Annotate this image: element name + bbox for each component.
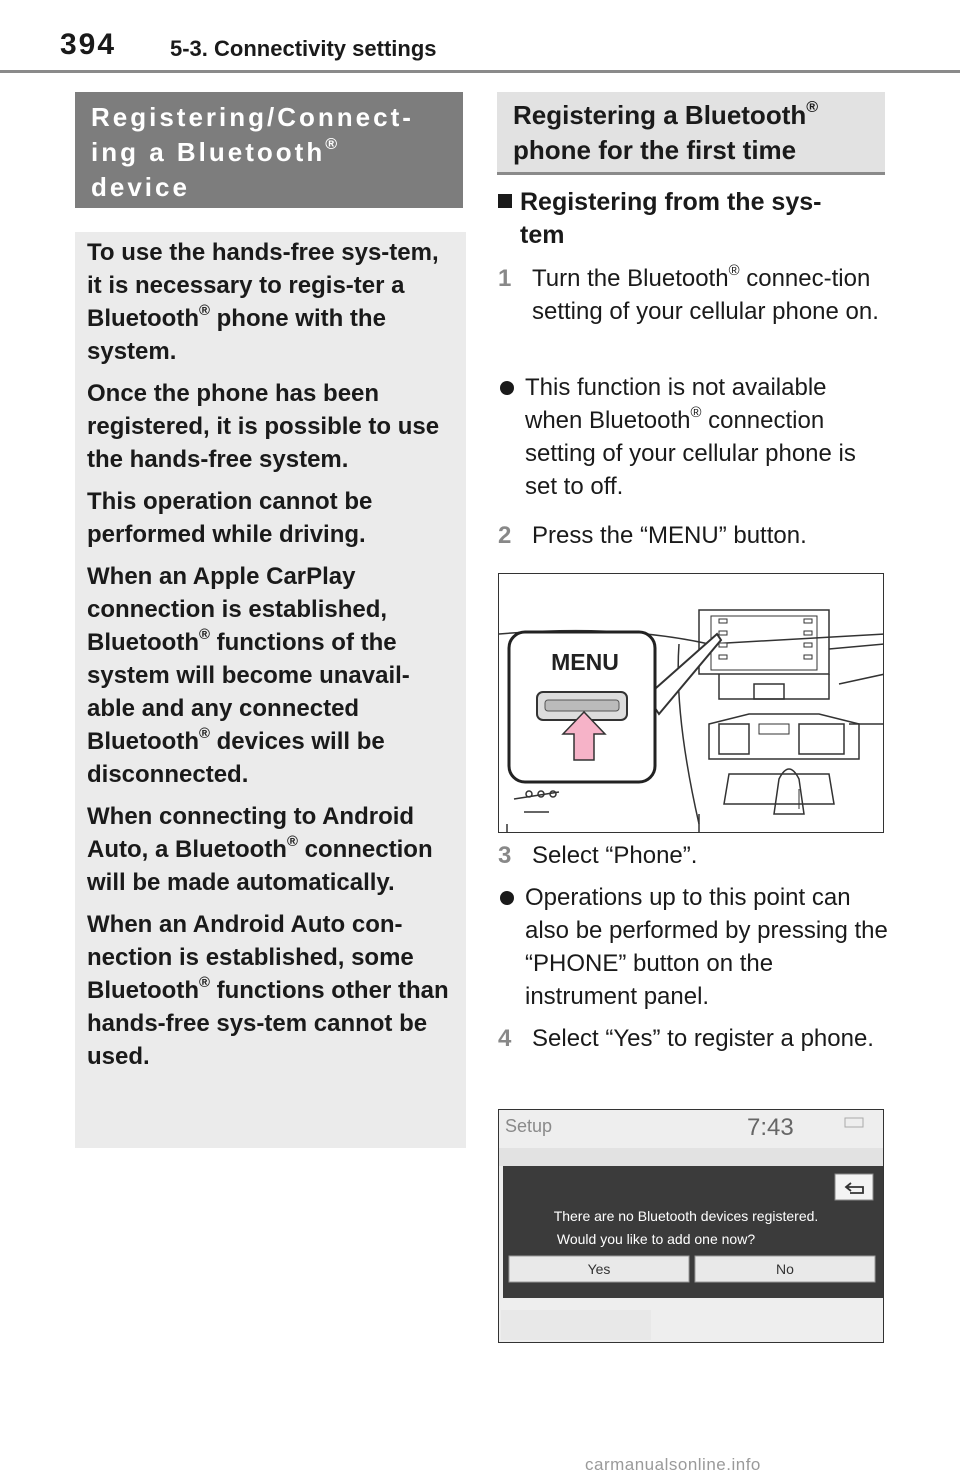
bullet-text: This function is not available when Bluetooth® connection setting of your cellular phone is set to off. xyxy=(525,374,856,500)
sub-heading: Registering from the sys-tem xyxy=(498,186,878,252)
phone-registration-screen xyxy=(498,1109,884,1343)
right-heading-line2: phone for the first time xyxy=(513,135,797,165)
bullet-dot-icon xyxy=(500,891,514,905)
left-heading-line1: Registering/Connect- xyxy=(91,102,414,132)
dialog-message-line1: There are no Bluetooth devices registered. xyxy=(553,1208,819,1224)
step-3 xyxy=(498,839,888,872)
bullet-note-1 xyxy=(498,371,888,503)
right-section-heading xyxy=(497,92,885,175)
screen-title: Setup xyxy=(505,1116,553,1136)
left-heading-line3: device xyxy=(91,172,190,202)
step-number: 2 xyxy=(498,522,512,549)
intro-paragraph-1: To use the hands-free sys-tem, it is necessary to regis-ter a Bluetooth® phone with the system. xyxy=(87,239,439,365)
step-text: Select “Phone”. xyxy=(532,842,698,869)
step-text: Press the “MENU” button. xyxy=(532,522,807,549)
intro-note-box xyxy=(75,232,466,1148)
clock: 7:43 xyxy=(747,1114,794,1141)
step-number: 3 xyxy=(498,842,512,869)
intro-paragraph-5: When connecting to Android Auto, a Bluetooth® connection will be made automatically. xyxy=(87,803,433,896)
intro-paragraph-4: When an Apple CarPlay connection is established, Bluetooth® functions of the system will become unavail-able and any connected Bluetooth® devices will be disconnected. xyxy=(87,563,410,788)
bullet-text: Operations up to this point can also be performed by pressing the “PHONE” button on the instrument panel. xyxy=(525,884,888,1010)
bullet-dot-icon xyxy=(500,381,514,395)
dialog-message-line2: Would you like to add one now? xyxy=(556,1231,756,1247)
step-2 xyxy=(498,519,888,552)
square-bullet-icon xyxy=(498,194,512,208)
header-divider xyxy=(0,70,960,73)
step-4 xyxy=(498,1022,888,1055)
right-heading-line1: Registering a Bluetooth® xyxy=(513,97,819,130)
screen-drawing xyxy=(499,1110,884,1343)
left-section-heading xyxy=(75,92,463,208)
menu-button-label: MENU xyxy=(551,649,619,675)
bullet-note-2 xyxy=(498,881,888,1013)
step-number: 4 xyxy=(498,1025,512,1052)
step-text: Select “Yes” to register a phone. xyxy=(532,1025,874,1052)
no-button-label: No xyxy=(776,1261,794,1277)
dashboard-drawing xyxy=(499,574,884,833)
page-number: 394 xyxy=(60,28,117,61)
dashboard-menu-illustration xyxy=(498,573,884,833)
yes-button-label: Yes xyxy=(587,1261,611,1277)
intro-paragraph-2: Once the phone has been registered, it is possible to use the hands-free system. xyxy=(87,380,440,473)
step-text: Turn the Bluetooth® connec-tion setting of your cellular phone on. xyxy=(532,262,879,325)
watermark: carmanualsonline.info xyxy=(585,1455,761,1474)
left-heading-line2: ing a Bluetooth® xyxy=(91,134,341,167)
step-number: 1 xyxy=(498,265,512,292)
intro-paragraph-3: This operation cannot be performed while driving. xyxy=(87,488,373,548)
section-title: 5-3. Connectivity settings xyxy=(170,36,437,61)
intro-paragraph-6: When an Android Auto con-nection is established, some Bluetooth® functions other than hands-free sys-tem cannot be used. xyxy=(87,911,449,1070)
step-1 xyxy=(498,262,888,328)
